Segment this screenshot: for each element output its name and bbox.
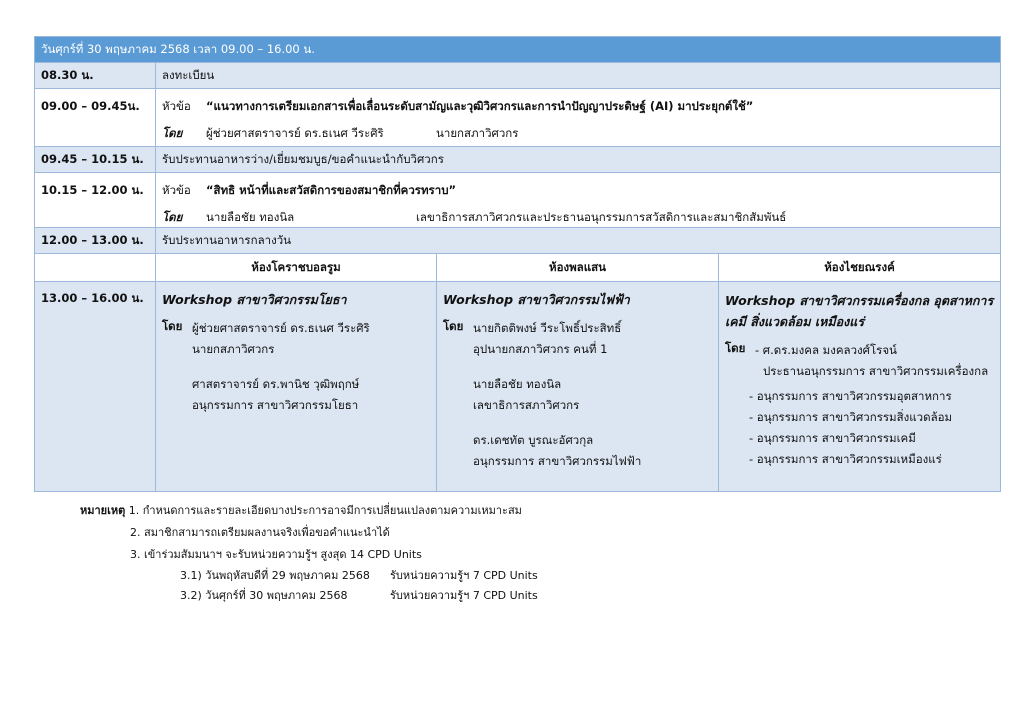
workshop-cell-mechanical xyxy=(719,282,1001,492)
speaker-line: อุปนายกสภาวิศวกร คนที่ 1 xyxy=(473,342,608,356)
speaker-line: เลขาธิการสภาวิศวกร xyxy=(473,398,580,412)
room-name: ห้องโคราชบอลรูม xyxy=(156,254,437,282)
speaker-list xyxy=(473,318,641,472)
workshop-row xyxy=(35,282,1001,492)
time-cell: 12.00 – 13.00 น. xyxy=(35,228,156,254)
by-label: โดย xyxy=(725,341,746,355)
schedule-date-header: วันศุกร์ที่ 30 พฤษภาคม 2568 เวลา 09.00 – 16.00 น. xyxy=(35,37,1001,63)
schedule-table xyxy=(34,36,1001,492)
member-line: - อนุกรรมการ สาขาวิศวกรรมเคมี xyxy=(749,431,916,445)
workshop-title: Workshop สาขาวิศวกรรมโยธา xyxy=(162,292,347,307)
note-subitem-units: รับหน่วยความรู้ฯ 7 CPD Units xyxy=(390,569,538,582)
by-label: โดย xyxy=(162,210,183,224)
note-subitem-units: รับหน่วยความรู้ฯ 7 CPD Units xyxy=(390,589,538,602)
speaker-line: ผู้ช่วยศาสตราจารย์ ดร.ธเนศ วีระศิริ xyxy=(192,321,370,335)
schedule-row xyxy=(35,89,1001,147)
schedule-header-row xyxy=(35,37,1001,63)
room-name: ห้องพลแสน xyxy=(437,254,719,282)
speaker-line: นายกิตติพงษ์ วีระโพธิ์ประสิทธิ์ xyxy=(473,321,622,335)
schedule-row xyxy=(35,63,1001,89)
note-subitem-date: 3.2) วันศุกร์ที่ 30 พฤษภาคม 2568 xyxy=(180,589,348,602)
speaker-line: นายกสภาวิศวกร xyxy=(192,342,275,356)
topic-title: “แนวทางการเตรียมเอกสารเพื่อเลื่อนระดับสามัญและวุฒิวิศวกรและการนำปัญญาประดิษฐ์ (AI) มาประยุกต์ใช้” xyxy=(206,99,754,113)
activity-cell: ลงทะเบียน xyxy=(156,63,1001,89)
speaker-list xyxy=(192,318,370,416)
member-line: - อนุกรรมการ สาขาวิศวกรรมอุตสาหการ xyxy=(749,389,952,403)
speaker-line: ประธานอนุกรรมการ สาขาวิศวกรรมเครื่องกล xyxy=(763,364,989,378)
note-item: 1. กำหนดการและรายละเอียดบางประการอาจมีการเปลี่ยนแปลงตามความเหมาะสม xyxy=(128,504,522,517)
workshop-title-line: เคมี สิ่งแวดล้อม เหมืองแร่ xyxy=(725,314,865,329)
member-line: - อนุกรรมการ สาขาวิศวกรรมสิ่งแวดล้อม xyxy=(749,410,953,424)
time-cell: 09.45 – 10.15 น. xyxy=(35,147,156,173)
by-label: โดย xyxy=(162,126,183,140)
schedule-row xyxy=(35,228,1001,254)
workshop-title xyxy=(725,290,994,332)
topic-label: หัวข้อ xyxy=(162,183,191,197)
empty-cell xyxy=(35,254,156,282)
workshop-title-line: Workshop สาขาวิศวกรรมเครื่องกล อุตสาหการ xyxy=(725,293,994,308)
schedule-row xyxy=(35,173,1001,228)
topic-title: “สิทธิ หน้าที่และสวัสดิการของสมาชิกที่ควรทราบ” xyxy=(206,183,457,197)
note-item: 3. เข้าร่วมสัมมนาฯ จะรับหน่วยความรู้ฯ สูงสุด 14 CPD Units xyxy=(130,548,422,561)
notes-label: หมายเหตุ xyxy=(80,504,126,517)
time-cell: 13.00 – 16.00 น. xyxy=(35,282,156,492)
activity-cell xyxy=(156,173,1001,228)
time-cell: 10.15 – 12.00 น. xyxy=(35,173,156,228)
member-list xyxy=(725,386,994,470)
speaker-line: นายลือชัย ทองนิล xyxy=(473,377,562,391)
by-label: โดย xyxy=(162,319,183,333)
notes-section xyxy=(80,500,538,606)
room-name: ห้องไชยณรงค์ xyxy=(719,254,1001,282)
workshop-title: Workshop สาขาวิศวกรรมไฟฟ้า xyxy=(443,292,630,307)
speaker-line: ศาสตราจารย์ ดร.พานิช วุฒิพฤกษ์ xyxy=(192,377,360,391)
speaker-list xyxy=(755,340,988,382)
speaker-line: อนุกรรมการ สาขาวิศวกรรมโยธา xyxy=(192,398,359,412)
activity-cell: รับประทานอาหารกลางวัน xyxy=(156,228,1001,254)
time-cell: 09.00 – 09.45น. xyxy=(35,89,156,147)
time-cell: 08.30 น. xyxy=(35,63,156,89)
speaker-line: - ศ.ดร.มงคล มงคลวงศ์โรจน์ xyxy=(755,343,897,357)
activity-cell: รับประทานอาหารว่าง/เยี่ยมชมบูธ/ขอคำแนะนำกับวิศวกร xyxy=(156,147,1001,173)
speaker-role: นายกสภาวิศวกร xyxy=(436,126,519,140)
member-line: - อนุกรรมการ สาขาวิศวกรรมเหมืองแร่ xyxy=(749,452,942,466)
speaker-line: อนุกรรมการ สาขาวิศวกรรมไฟฟ้า xyxy=(473,454,642,468)
speaker-role: เลขาธิการสภาวิศวกรและประธานอนุกรรมการสวัสดิการและสมาชิกสัมพันธ์ xyxy=(416,210,787,224)
workshop-cell-civil xyxy=(156,282,437,492)
speaker-line: ดร.เดชทัต บูรณะอัศวกุล xyxy=(473,433,594,447)
rooms-header-row xyxy=(35,254,1001,282)
topic-label: หัวข้อ xyxy=(162,99,191,113)
workshop-cell-electrical xyxy=(437,282,719,492)
speaker-name: ผู้ช่วยศาสตราจารย์ ดร.ธเนศ วีระศิริ xyxy=(206,126,384,140)
schedule-row xyxy=(35,147,1001,173)
note-subitem-date: 3.1) วันพฤหัสบดีที่ 29 พฤษภาคม 2568 xyxy=(180,569,370,582)
note-item: 2. สมาชิกสามารถเตรียมผลงานจริงเพื่อขอคำแนะนำได้ xyxy=(130,526,390,539)
by-label: โดย xyxy=(443,319,464,333)
speaker-name: นายลือชัย ทองนิล xyxy=(206,210,295,224)
activity-cell xyxy=(156,89,1001,147)
